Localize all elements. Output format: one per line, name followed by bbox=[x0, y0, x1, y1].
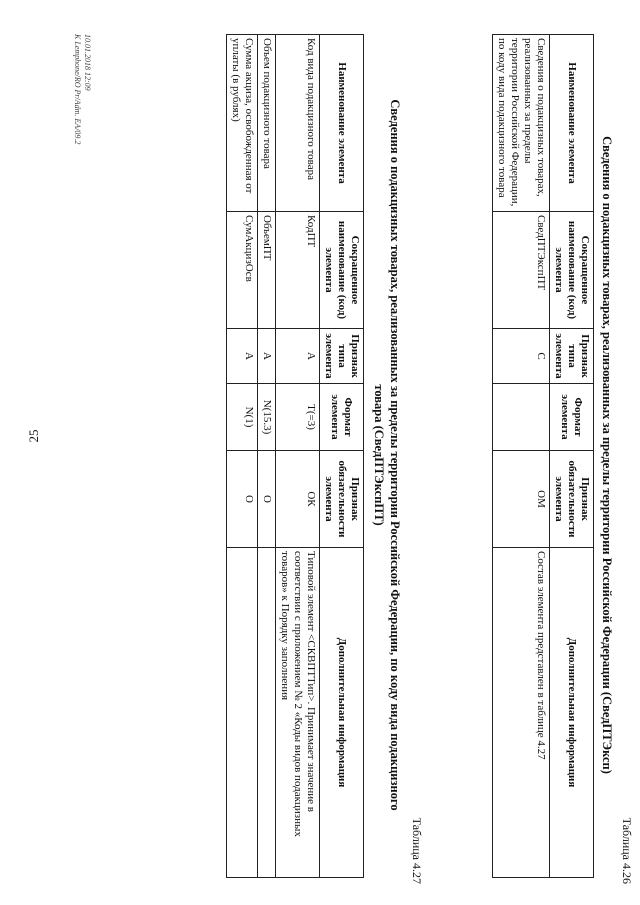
cell-name: Сведения о подакцизных товарах, реализованных за пределы территории Российской Федерации, по коду вида подакцизного товара bbox=[493, 35, 550, 212]
cell-format: N(1) bbox=[227, 384, 258, 451]
table-4-27-title-line1: Сведения о подакцизных товарах, реализованных за пределы территории Российской Федерации, по коду вида подакцизного bbox=[388, 99, 402, 811]
cell-type: С bbox=[493, 329, 550, 384]
table-header-row bbox=[550, 35, 594, 878]
page-number: 25 bbox=[26, 429, 41, 443]
table-4-27 bbox=[226, 34, 364, 878]
cell-code: СведПТЭкспПТ bbox=[493, 212, 550, 329]
table-4-26-caption: Таблица 4.26 bbox=[620, 817, 634, 884]
column-header: Наименование элемента bbox=[550, 35, 594, 212]
cell-format: Т(=3) bbox=[276, 384, 320, 451]
column-header: Дополнительная информация bbox=[320, 548, 364, 878]
cell-info: Состав элемента представлен в таблице 4.27 bbox=[493, 548, 550, 878]
cell-name: Сумма акциза, освобожденная от уплаты (в рублях) bbox=[227, 35, 258, 212]
cell-code: СумАкцизОсв bbox=[227, 212, 258, 329]
cell-required: ОК bbox=[276, 451, 320, 548]
cell-name: Объем подакцизного товара bbox=[258, 35, 276, 212]
column-header: Признак типа элемента bbox=[320, 329, 364, 384]
table-row bbox=[493, 35, 550, 878]
cell-required: О bbox=[258, 451, 276, 548]
cell-format: N(15.3) bbox=[258, 384, 276, 451]
column-header: Формат элемента bbox=[320, 384, 364, 451]
table-row bbox=[258, 35, 276, 878]
column-header: Признак обязательности элемента bbox=[320, 451, 364, 548]
table-row bbox=[276, 35, 320, 878]
table-row bbox=[227, 35, 258, 878]
column-header: Наименование элемента bbox=[320, 35, 364, 212]
cell-code: КодПТ bbox=[276, 212, 320, 329]
cell-info: Типовой элемент <СКВПТТип>. Принимает значение в соответствии с приложением № 2 «Коды видов подакцизных товаров» к Порядку заполнения bbox=[276, 548, 320, 878]
cell-info bbox=[258, 548, 276, 878]
table-header-row bbox=[320, 35, 364, 878]
table-4-27-title-line2: товара (СведПТЭкспПТ) bbox=[372, 384, 386, 526]
column-header: Формат элемента bbox=[550, 384, 594, 451]
table-4-26-title: Сведения о подакцизных товарах, реализованных за пределы территории Российской Федерации (СведПТЭксп) bbox=[600, 136, 614, 774]
document-stamp bbox=[72, 34, 92, 144]
cell-required: О bbox=[227, 451, 258, 548]
cell-type: А bbox=[276, 329, 320, 384]
column-header: Дополнительная информация bbox=[550, 548, 594, 878]
stamp-line: К Lemphone/RO Pr/Adm. EA/09.2 bbox=[73, 34, 82, 145]
table-4-27-caption: Таблица 4.27 bbox=[410, 817, 424, 884]
cell-format bbox=[493, 384, 550, 451]
cell-code: ОбъемПТ bbox=[258, 212, 276, 329]
stamp-line: 10.01.2018 12:09 bbox=[83, 34, 92, 91]
column-header: Признак типа элемента bbox=[550, 329, 594, 384]
column-header: Сокращенное наименование (код) элемента bbox=[550, 212, 594, 329]
column-header: Сокращенное наименование (код) элемента bbox=[320, 212, 364, 329]
cell-type: А bbox=[227, 329, 258, 384]
cell-info bbox=[227, 548, 258, 878]
cell-type: А bbox=[258, 329, 276, 384]
cell-required: ОМ bbox=[493, 451, 550, 548]
column-header: Признак обязательности элемента bbox=[550, 451, 594, 548]
table-4-26 bbox=[492, 34, 594, 878]
cell-name: Код вида подакцизного товара bbox=[276, 35, 320, 212]
landscape-content bbox=[60, 20, 640, 890]
